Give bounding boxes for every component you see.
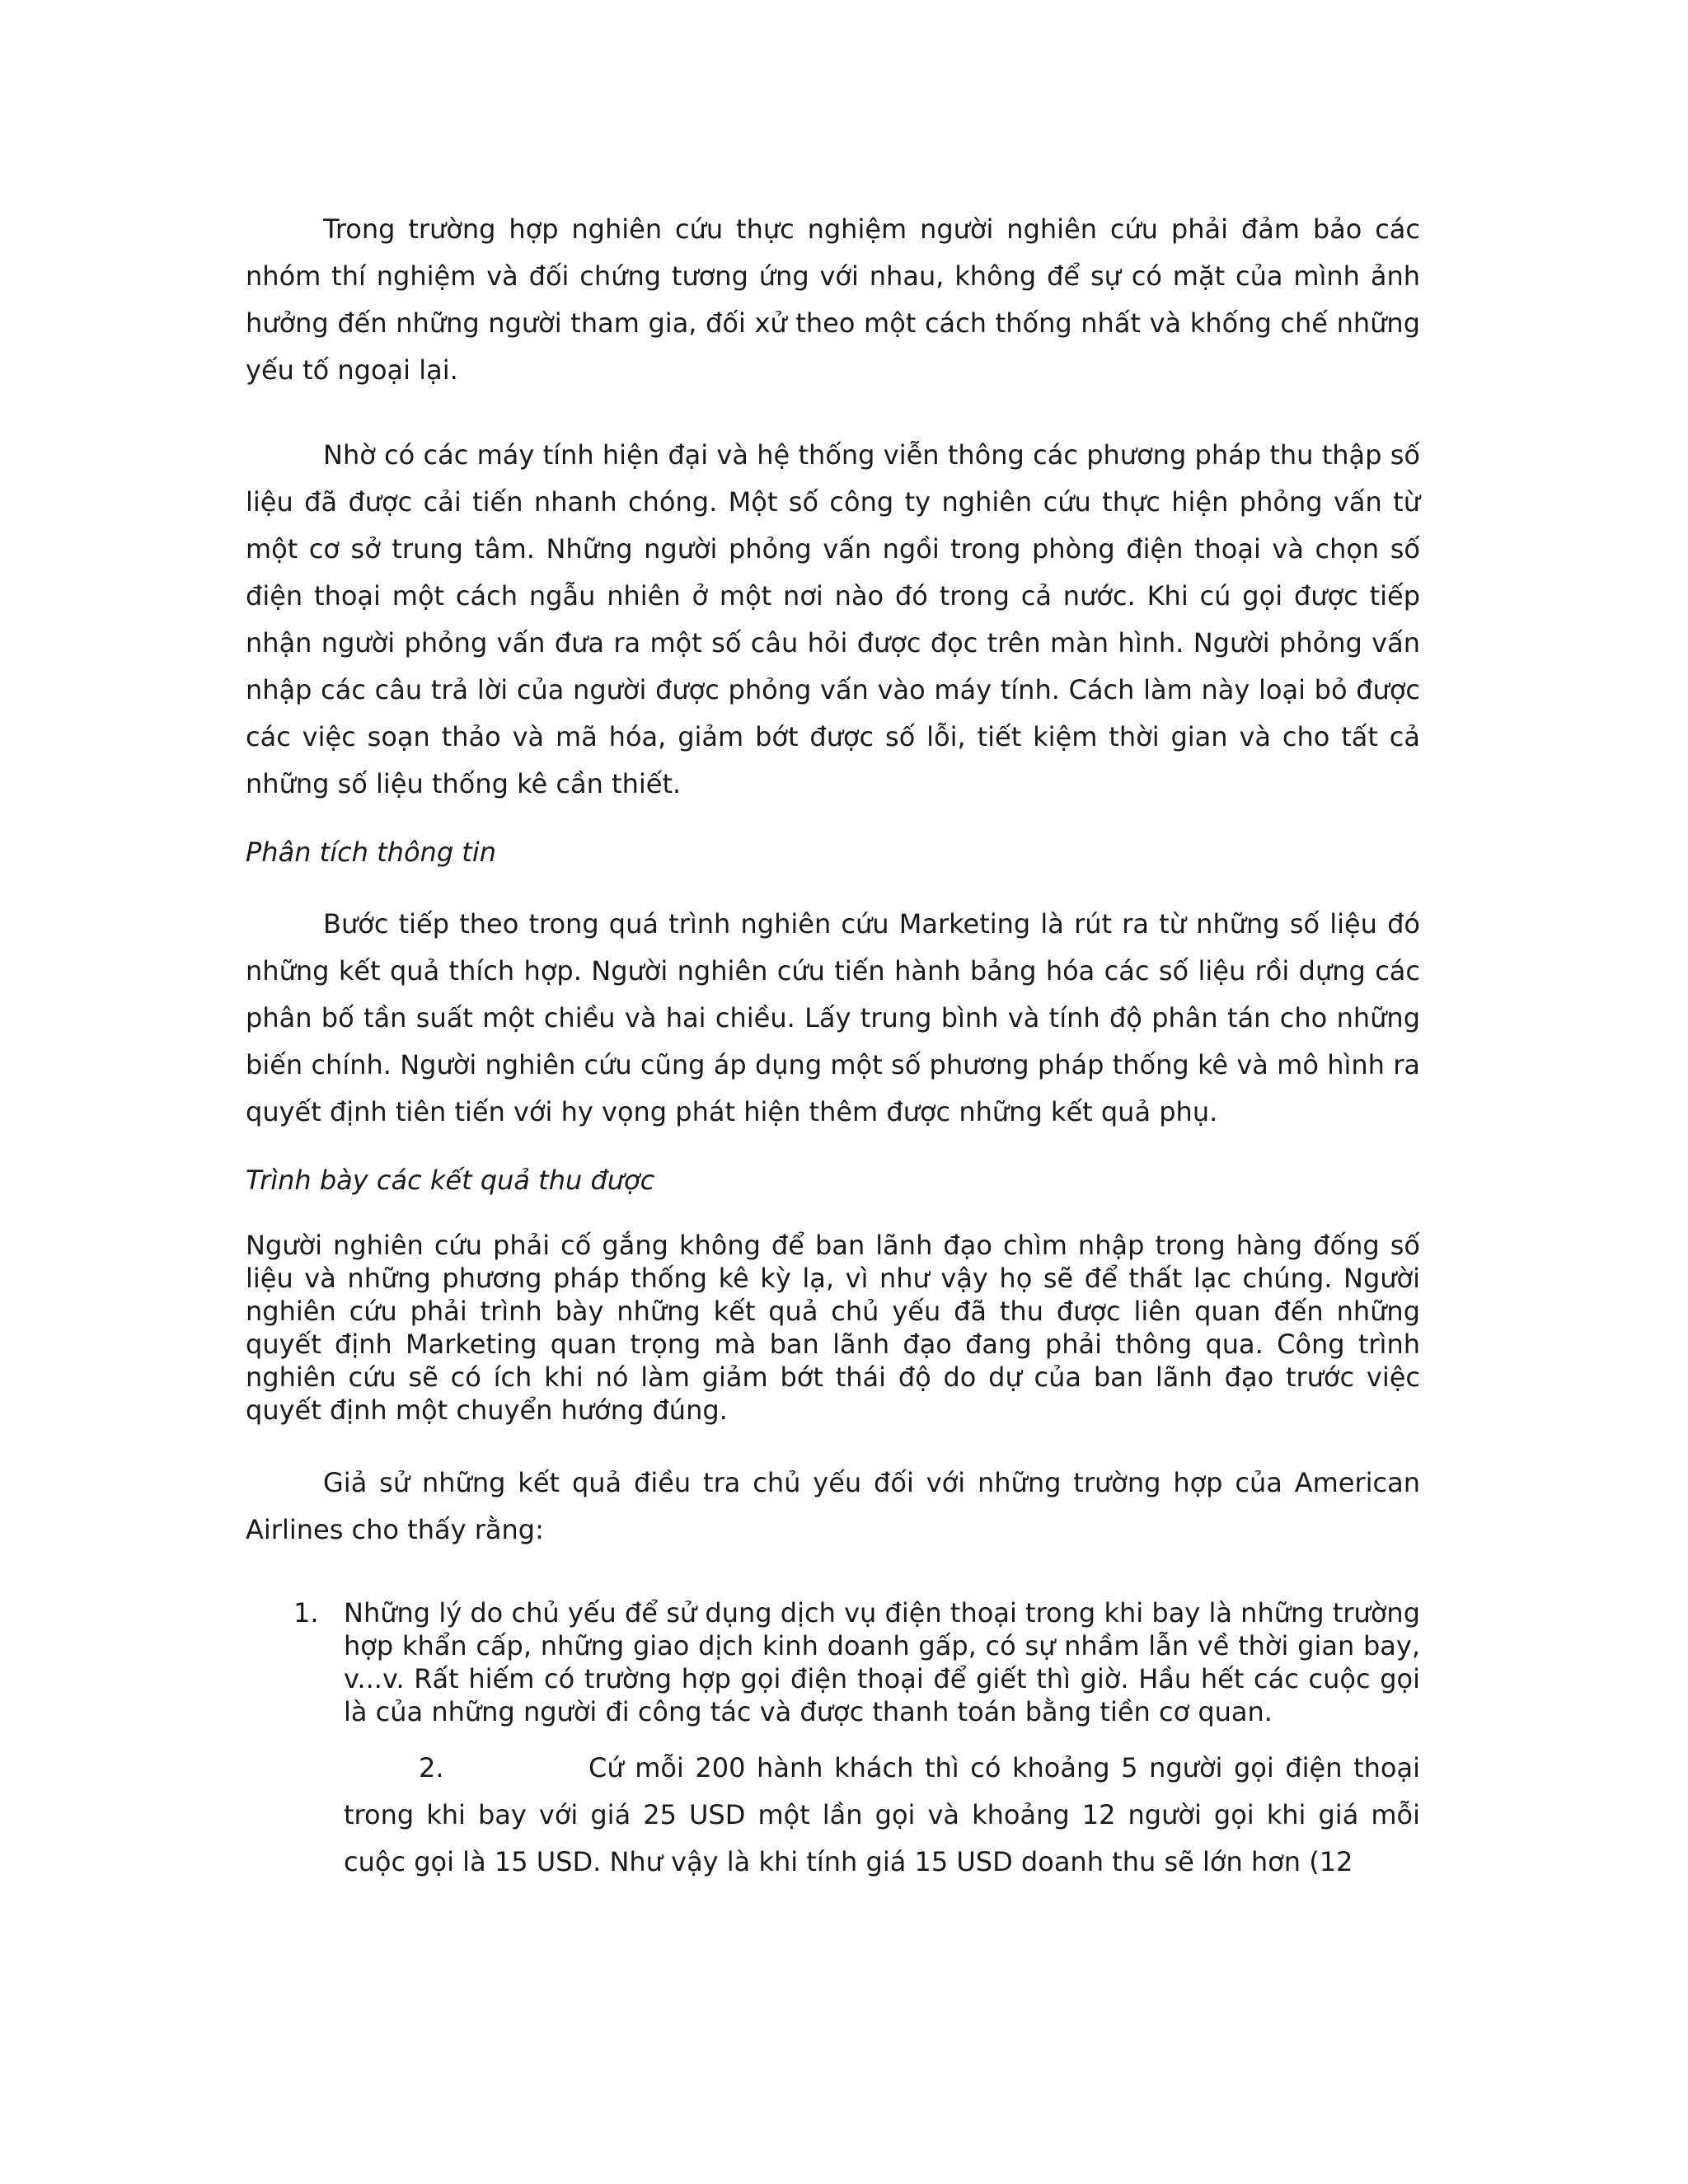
spacer xyxy=(246,1728,1420,1745)
paragraph-data-collection: Nhờ có các máy tính hiện đại và hệ thống viễn thông các phương pháp thu thập số liệu đã được cải tiến nhanh chóng. Một số công ty nghiên cứu thực hiện phỏng vấn từ một cơ sở trung tâm. Những người phỏng vấn ngồi trong phòng điện thoại và chọn số điện thoại một cách ngẫu nhiên ở một nơi nào đó trong cả nước. Khi cú gọi được tiếp nhận người phỏng vấn đưa ra một số câu hỏi được đọc trên màn hình. Người phỏng vấn nhập các câu trả lời của người được phỏng vấn vào máy tính. Cách làm này loại bỏ được các việc soạn thảo và mã hóa, giảm bớt được số lỗi, tiết kiệm thời gian và cho tất cả những số liệu thống kê cần thiết. xyxy=(246,439,1420,799)
spacer xyxy=(246,1204,1420,1229)
heading-information-analysis: Phân tích thông tin xyxy=(246,837,497,868)
list-item-number: 1. xyxy=(293,1597,319,1629)
spacer xyxy=(246,1427,1420,1460)
findings-list xyxy=(246,1596,1420,1886)
spacer xyxy=(246,394,1420,432)
document-page xyxy=(246,206,1420,1886)
paragraph-analysis-steps: Bước tiếp theo trong quá trình nghiên cứu Marketing là rút ra từ những số liệu đó những kết quả thích hợp. Người nghiên cứu tiến hành bảng hóa các số liệu rồi dựng các phân bố tần suất một chiều và hai chiều. Lấy trung bình và tính độ phân tán cho những biến chính. Người nghiên cứu cũng áp dụng một số phương pháp thống kê và mô hình ra quyết định tiên tiến với hy vọng phát hiện thêm được những kết quả phụ. xyxy=(246,908,1420,1127)
paragraph-experimental-research: Trong trường hợp nghiên cứu thực nghiệm người nghiên cứu phải đảm bảo các nhóm thí nghiệm và đối chứng tương ứng với nhau, không để sự có mặt của mình ảnh hưởng đến những người tham gia, đối xử theo một cách thống nhất và khống chế những yếu tố ngoại lại. xyxy=(246,213,1420,386)
heading-present-results: Trình bày các kết quả thu được xyxy=(246,1165,655,1196)
paragraph-american-airlines: Giả sử những kết quả điều tra chủ yếu đối với những trường hợp của American Airlines cho thấy rằng: xyxy=(246,1467,1420,1545)
list-item-number: 2. xyxy=(419,1752,444,1783)
list-item-text: Cứ mỗi 200 hành khách thì có khoảng 5 người gọi điện thoại trong khi bay với giá 25 USD một lần gọi và khoảng 12 người gọi khi giá mỗi cuộc gọi là 15 USD. Như vậy là khi tính giá 15 USD doanh thu sẽ lớn hơn (12 xyxy=(344,1752,1420,1877)
spacer xyxy=(246,808,1420,829)
list-item xyxy=(246,1596,1420,1728)
list-item xyxy=(246,1745,1420,1886)
spacer xyxy=(246,1554,1420,1596)
paragraph-presenting-results: Người nghiên cứu phải cố gắng không để ban lãnh đạo chìm nhập trong hàng đống số liệu và những phương pháp thống kê kỳ lạ, vì như vậy họ sẽ để thất lạc chúng. Người nghiên cứu phải trình bày những kết quả chủ yếu đã thu được liên quan đến những quyết định Marketing quan trọng mà ban lãnh đạo đang phải thông qua. Công trình nghiên cứu sẽ có ích khi nó làm giảm bớt thái độ do dự của ban lãnh đạo trước việc quyết định một chuyển hướng đúng. xyxy=(246,1230,1420,1426)
list-item-text: Những lý do chủ yếu để sử dụng dịch vụ điện thoại trong khi bay là những trường hợp khẩn cấp, những giao dịch kinh doanh gấp, có sự nhầm lẫn về thời gian bay, v...v. Rất hiếm có trường hợp gọi điện thoại để giết thì giờ. Hầu hết các cuộc gọi là của những người đi công tác và được thanh toán bằng tiền cơ quan. xyxy=(344,1597,1420,1727)
spacer xyxy=(246,1136,1420,1157)
spacer xyxy=(246,876,1420,901)
